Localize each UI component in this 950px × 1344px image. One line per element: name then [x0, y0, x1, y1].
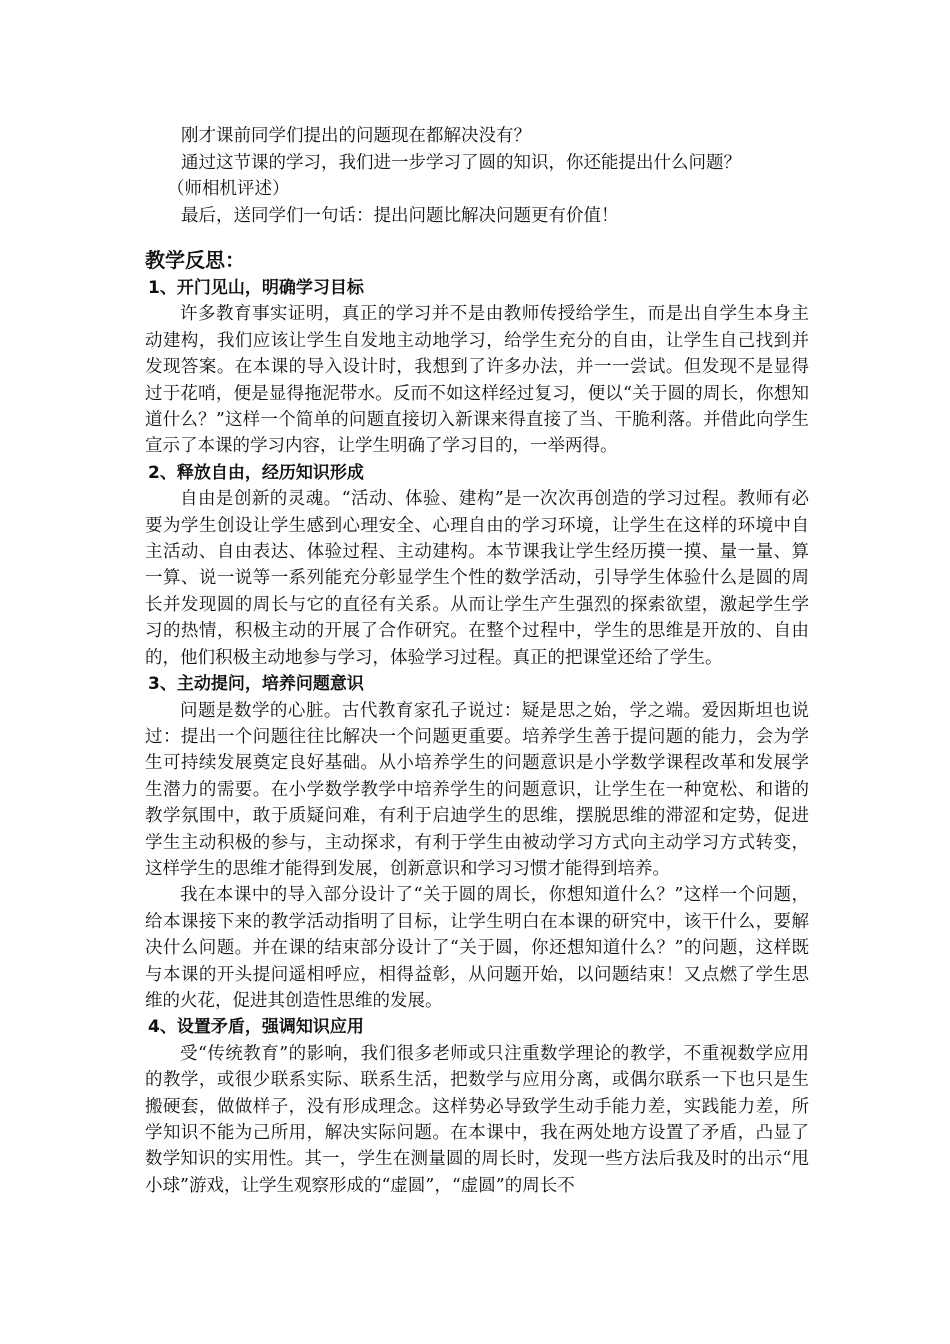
reflection-title: 教学反思： — [145, 248, 245, 272]
section-heading: 2、释放自由，经历知识形成 — [148, 462, 364, 483]
intro-line: （师相机评述） — [167, 179, 290, 199]
section-heading: 3、主动提问，培养问题意识 — [148, 674, 364, 695]
section-paragraph: 问题是数学的心脏。古代教育家孔子说过：疑是思之始，学之端。爱因斯坦也说过：提出一个问题往往比解决一个问题更重要。培养学生善于提问题的能力，会为学生可持续发展奠定良好基础。从小培养学生的问题意识是小学数学课程改革和发展学生潜力的需要。在小学数学教学中培养学生的问题意识，让学生在一种宽松、和谐的教学氛围中，敢于质疑问难，有利于启迪学生的思维，摆脱思维的滞涩和定势，促进学生主动积极的参与，主动探求，有利于学生由被动学习方式向主动学习方式转变，这样学生的思维才能得到发展，创新意识和学习习惯才能得到培养。 — [145, 700, 809, 879]
closing-remarks — [167, 123, 821, 229]
intro-line: 通过这节课的学习，我们进一步学习了圆的知识，你还能提出什么问题？ — [181, 152, 741, 173]
section-paragraph: 许多教育事实证明，真正的学习并不是由教师传授给学生，而是出自学生本身主动建构，我们应该让学生自发地主动地学习，给学生充分的自由，让学生自己找到并发现答案。在本课的导入设计时，我想到了许多办法，并一一尝试。但发现不是显得过于花哨，便是显得拖泥带水。反而不如这样经过复习，便以“关于圆的周长，你想知道什么？”这样一个简单的问题直接切入新课来得直接了当、干脆利落。并借此向学生宣示了本课的学习内容，让学生明确了学习目的，一举两得。 — [145, 304, 809, 457]
section-paragraph: 我在本课中的导入部分设计了“关于圆的周长，你想知道什么？”这样一个问题，给本课接下来的教学活动指明了目标，让学生明白在本课的研究中，该干什么，要解决什么问题。并在课的结束部分设计了“关于圆，你还想知道什么？”的问题，这样既与本课的开头提问遥相呼应，相得益彰，从问题开始，以问题结束！又点燃了学生思维的火花，促进其创造性思维的发展。 — [145, 885, 809, 1011]
section-heading: 1、开门见山，明确学习目标 — [148, 278, 364, 298]
section-heading: 4、设置矛盾，强调知识应用 — [148, 1017, 364, 1038]
section-paragraph: 受“传统教育”的影响，我们很多老师或只注重数学理论的教学，不重视数学应用的教学，或很少联系实际、联系生活，把数学与应用分离，或偶尔联系一下也只是生搬硬套，做做样子，没有形成理念。这样势必导致学生动手能力差，实践能力差，所学知识不能为己所用，解决实际问题。在本课中，我在两处地方设置了矛盾，凸显了数学知识的实用性。其一，学生在测量圆的周长时，发现一些方法后我及时的出示“甩小球”游戏，让学生观察形成的“虚圆”，“虚圆”的周长不 — [145, 1043, 809, 1196]
section-paragraph: 自由是创新的灵魂。“活动、体验、建构”是一次次再创造的学习过程。教师有必要为学生创设让学生感到心理安全、心理自由的学习环境，让学生在这样的环境中自主活动、自由表达、体验过程、主动建构。本节课我让学生经历摸一摸、量一量、算一算、说一说等一系列能充分彰显学生个性的数学活动，引导学生体验什么是圆的周长并发现圆的周长与它的直径有关系。从而让学生产生强烈的探索欲望，激起学生学习的热情，积极主动的开展了合作研究。在整个过程中，学生的思维是开放的、自由的，他们积极主动地参与学习，体验学习过程。真正的把课堂还给了学生。 — [145, 489, 809, 668]
intro-line: 最后，送同学们一句话：提出问题比解决问题更有价值！ — [181, 205, 619, 226]
teaching-reflection — [145, 247, 809, 1199]
intro-line: 刚才课前同学们提出的问题现在都解决没有？ — [181, 126, 531, 146]
